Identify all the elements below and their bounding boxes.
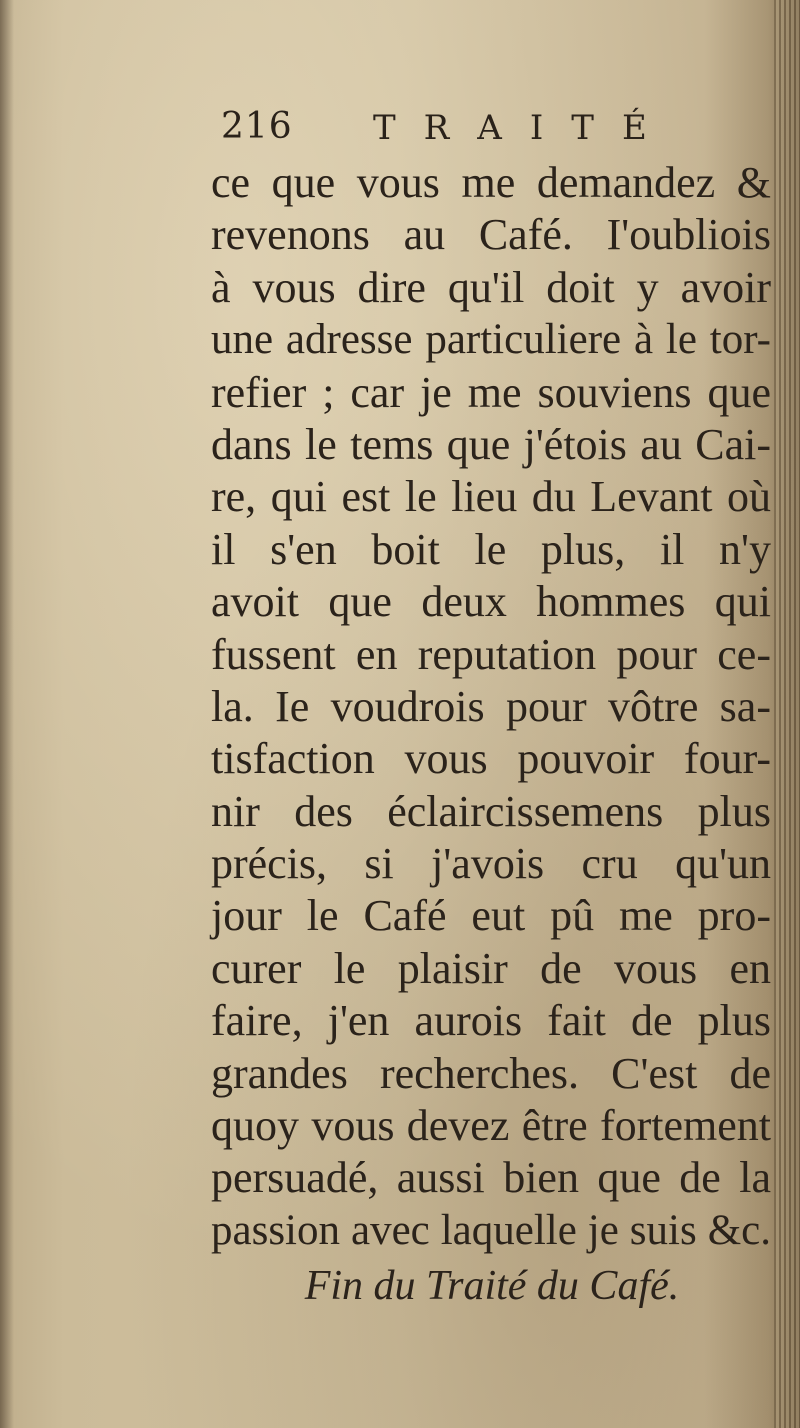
text-line: il s'en boit le plus, il n'y bbox=[211, 524, 771, 574]
text-line: grandes recherches. C'est de bbox=[211, 1048, 771, 1098]
text-line: fussent en reputation pour ce- bbox=[211, 629, 771, 679]
finis-line: Fin du Traité du Café. bbox=[304, 1263, 680, 1309]
text-line: à vous dire qu'il doit y avoir bbox=[211, 262, 771, 312]
page-number: 216 bbox=[221, 106, 293, 147]
text-line: re, qui est le lieu du Levant où bbox=[211, 472, 771, 522]
text-line: la. Ie voudrois pour vôtre sa- bbox=[211, 681, 771, 731]
text-line: faire, j'en aurois fait de plus bbox=[211, 996, 771, 1046]
text-line: nir des éclaircissemens plus bbox=[211, 786, 771, 836]
text-line: persuadé, aussi bien que de la bbox=[211, 1153, 771, 1203]
text-line: une adresse particuliere à le tor- bbox=[211, 316, 771, 364]
text-line: tisfaction vous pouvoir four- bbox=[211, 734, 771, 784]
text-line: dans le tems que j'étois au Cai- bbox=[211, 419, 771, 469]
text-line: curer le plaisir de vous en bbox=[211, 943, 771, 993]
page-header bbox=[213, 106, 773, 156]
running-title: TRAITÉ bbox=[373, 108, 675, 148]
body-text bbox=[211, 157, 771, 1257]
text-line: quoy vous devez être fortement bbox=[211, 1101, 771, 1151]
text-line: jour le Café eut pû me pro- bbox=[211, 891, 771, 941]
text-line: avoit que deux hommes qui bbox=[211, 577, 771, 627]
text-line: passion avec laquelle je suis &c. bbox=[211, 1206, 771, 1254]
text-line: refier ; car je me souviens que bbox=[211, 367, 771, 417]
text-line: revenons au Café. I'oubliois bbox=[211, 210, 771, 260]
text-line: précis, si j'avois cru qu'un bbox=[211, 839, 771, 889]
text-line: ce que vous me demandez & bbox=[211, 158, 771, 207]
